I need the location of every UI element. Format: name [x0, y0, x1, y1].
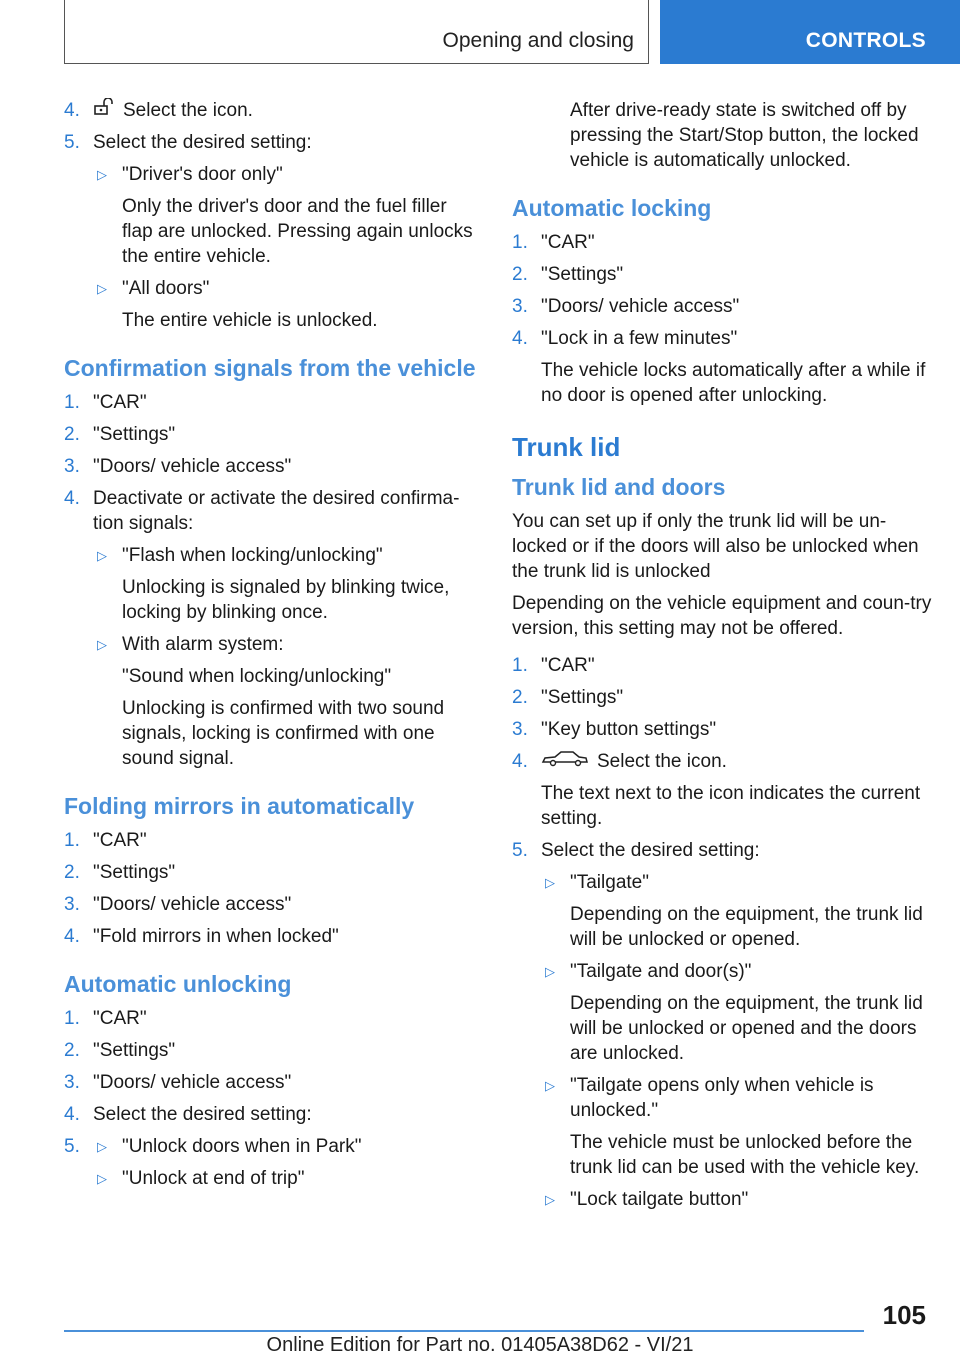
option-description: The entire vehicle is unlocked.: [122, 310, 378, 332]
list-item: 5. Select the desired setting:: [512, 840, 760, 862]
list-item: 5. Select the desired setting:: [64, 132, 312, 154]
list-item: 1. "CAR": [64, 830, 147, 852]
option-description: Only the driver's door and the fuel filler flap are unlocked. Pressing again unlocks the entire vehicle.: [122, 196, 473, 268]
unlock-icon: [93, 98, 115, 123]
list-item: 2. "Settings": [64, 424, 176, 446]
step-description: The text next to the icon indicates the current setting.: [541, 783, 921, 830]
option-description: Unlocking is signaled by blinking twice, locking by blinking once.: [122, 577, 450, 624]
header-chapter-box: [660, 0, 960, 64]
section-heading: Confirmation signals from the vehicle: [64, 355, 476, 382]
list-item: 3. "Doors/ vehicle access": [64, 894, 292, 916]
page-number: 105: [882, 1300, 926, 1330]
list-item: 1. "CAR": [64, 1008, 147, 1030]
list-item: 2. "Settings": [64, 862, 176, 884]
list-item: 2. "Settings": [512, 264, 624, 285]
list-item: 4. Select the icon.: [512, 749, 932, 774]
section-heading: Trunk lid and doors: [512, 474, 726, 500]
chapter-heading: Trunk lid: [512, 432, 621, 462]
car-icon: [541, 749, 589, 774]
list-item: 4. Select the icon.: [64, 98, 479, 123]
option-sublabel: "Sound when locking/unlocking": [122, 666, 392, 688]
option-description: After drive-ready state is switched off by pressing the Start/Stop button, the locked vehicle is automatically unlocked.: [570, 100, 919, 171]
option-item: ▷ With alarm system:: [97, 634, 284, 656]
left-column: [64, 98, 479, 1198]
list-item: 3. "Key button settings": [512, 719, 717, 740]
section-heading: Automatic unlocking: [64, 971, 292, 998]
footer-divider: [64, 1330, 864, 1332]
right-column: [512, 98, 932, 1219]
list-item: 3. "Doors/ vehicle access": [512, 296, 740, 317]
list-item: 2. "Settings": [64, 1040, 176, 1062]
header-section-box: [64, 0, 649, 64]
list-item: 4. "Lock in a few minutes": [512, 328, 738, 349]
option-item: ▷ "Unlock at end of trip": [97, 1168, 305, 1190]
option-description: Depending on the equipment, the trunk lid will be unlocked or opened and the doors are unlocked.: [570, 993, 923, 1065]
list-item: 1. "CAR": [512, 232, 595, 253]
list-item: 2. "Settings": [512, 687, 624, 708]
list-item: 4. "Fold mirrors in when locked": [64, 926, 339, 948]
list-item: 1. "CAR": [64, 392, 147, 414]
option-item: ▷ "Tailgate": [545, 872, 649, 894]
option-item: ▷ "All doors": [97, 278, 210, 300]
option-item: ▷ "Tailgate and door(s)": [545, 961, 752, 983]
header-section-title: Opening and closing: [442, 29, 634, 52]
list-item: 3. "Doors/ vehicle access": [64, 1072, 292, 1094]
paragraph: You can set up if only the trunk lid will be un‐locked or if the doors will also be unlocked when the trunk lid is unlocked: [512, 511, 919, 582]
header-chapter-title: CONTROLS: [805, 29, 926, 52]
option-item: ▷ "Tailgate opens only when vehicle is unlocked.": [545, 1075, 874, 1122]
list-item: 4. Deactivate or activate the desired confirma‐tion signals:: [64, 488, 460, 535]
list-item: 1. "CAR": [512, 655, 595, 676]
option-item: ▷ "Driver's door only": [97, 164, 283, 186]
option-description: Depending on the equipment, the trunk lid will be unlocked or opened.: [570, 904, 923, 951]
list-item: 3. "Doors/ vehicle access": [64, 456, 292, 478]
option-item: ▷ "Flash when locking/unlocking": [97, 545, 383, 567]
section-heading: Folding mirrors in automatically: [64, 793, 415, 820]
footer-edition: Online Edition for Part no. 01405A38D62 - VI/21: [266, 1334, 694, 1356]
option-description: The vehicle must be unlocked before the trunk lid can be used with the vehicle key.: [570, 1132, 920, 1179]
list-item: 5. ▷ "Unlock doors when in Park": [64, 1136, 362, 1158]
option-item: ▷ "Lock tailgate button": [545, 1189, 749, 1211]
list-item: 4. Select the desired setting:: [64, 1104, 312, 1126]
paragraph: Depending on the vehicle equipment and coun‐try version, this setting may not be offered.: [512, 593, 932, 639]
step-description: The vehicle locks automatically after a while if no door is opened after unlocking.: [541, 360, 926, 406]
option-description: Unlocking is confirmed with two sound signals, locking is confirmed with one sound signal.: [122, 698, 445, 770]
section-heading: Automatic locking: [512, 195, 712, 221]
